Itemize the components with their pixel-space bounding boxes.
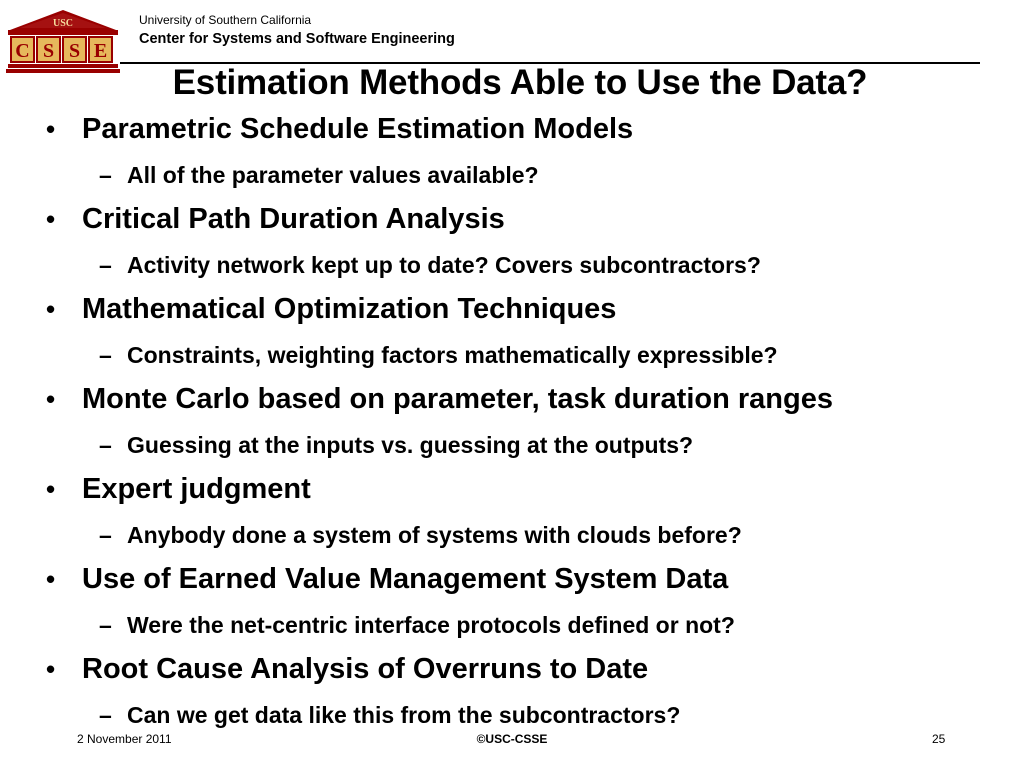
center-name: Center for Systems and Software Engineering xyxy=(139,31,455,47)
university-name: University of Southern California xyxy=(139,13,312,27)
sub-bullet-marker: – xyxy=(99,432,112,458)
slide-title: Estimation Methods Able to Use the Data? xyxy=(172,63,868,102)
sub-bullet-text: Guessing at the inputs vs. guessing at the outputs? xyxy=(127,432,694,458)
bullet-item xyxy=(0,200,1024,290)
bullet-text: Parametric Schedule Estimation Models xyxy=(82,113,634,145)
bullet-marker: • xyxy=(46,114,56,144)
logo-letter-s1: S xyxy=(42,40,55,62)
sub-bullet-text: Were the net-centric interface protocols defined or not? xyxy=(127,612,735,638)
bullet-text: Critical Path Duration Analysis xyxy=(82,203,505,235)
bullet-text: Use of Earned Value Management System Data xyxy=(82,563,729,595)
page-number: 25 xyxy=(932,732,946,746)
bullet-text: Root Cause Analysis of Overruns to Date xyxy=(82,653,649,685)
bullet-item xyxy=(0,290,1024,380)
sub-bullet-text: Anybody done a system of systems with clouds before? xyxy=(127,522,742,548)
bullet-list xyxy=(0,110,1024,740)
sub-bullet-marker: – xyxy=(99,612,112,638)
bullet-item xyxy=(0,110,1024,200)
bullet-item xyxy=(0,560,1024,650)
bullet-marker: • xyxy=(46,384,56,414)
organization-header xyxy=(139,14,455,47)
bullet-marker: • xyxy=(46,474,56,504)
footer-date: 2 November 2011 xyxy=(77,732,172,746)
bullet-marker: • xyxy=(46,294,56,324)
sub-bullet-text: All of the parameter values available? xyxy=(127,162,539,188)
logo-letter-s2: S xyxy=(68,40,81,62)
logo-usc-text: USC xyxy=(52,18,74,29)
sub-bullet-marker: – xyxy=(99,162,112,188)
logo-letter-e: E xyxy=(93,40,108,62)
sub-bullet-text: Constraints, weighting factors mathematically expressible? xyxy=(127,342,778,368)
bullet-text: Monte Carlo based on parameter, task duration ranges xyxy=(82,383,833,415)
sub-bullet-text: Can we get data like this from the subcontractors? xyxy=(127,702,681,728)
sub-bullet-marker: – xyxy=(99,252,112,278)
bullet-text: Expert judgment xyxy=(82,473,311,505)
footer-copyright: ©USC-CSSE xyxy=(476,732,548,746)
bullet-marker: • xyxy=(46,564,56,594)
sub-bullet-marker: – xyxy=(99,342,112,368)
bullet-item xyxy=(0,470,1024,560)
bullet-item xyxy=(0,380,1024,470)
logo-letter-c: C xyxy=(15,40,30,62)
bullet-text: Mathematical Optimization Techniques xyxy=(82,293,617,325)
sub-bullet-marker: – xyxy=(99,522,112,548)
bullet-marker: • xyxy=(46,654,56,684)
sub-bullet-marker: – xyxy=(99,702,112,728)
bullet-item xyxy=(0,650,1024,740)
sub-bullet-text: Activity network kept up to date? Covers subcontractors? xyxy=(127,252,761,278)
bullet-marker: • xyxy=(46,204,56,234)
